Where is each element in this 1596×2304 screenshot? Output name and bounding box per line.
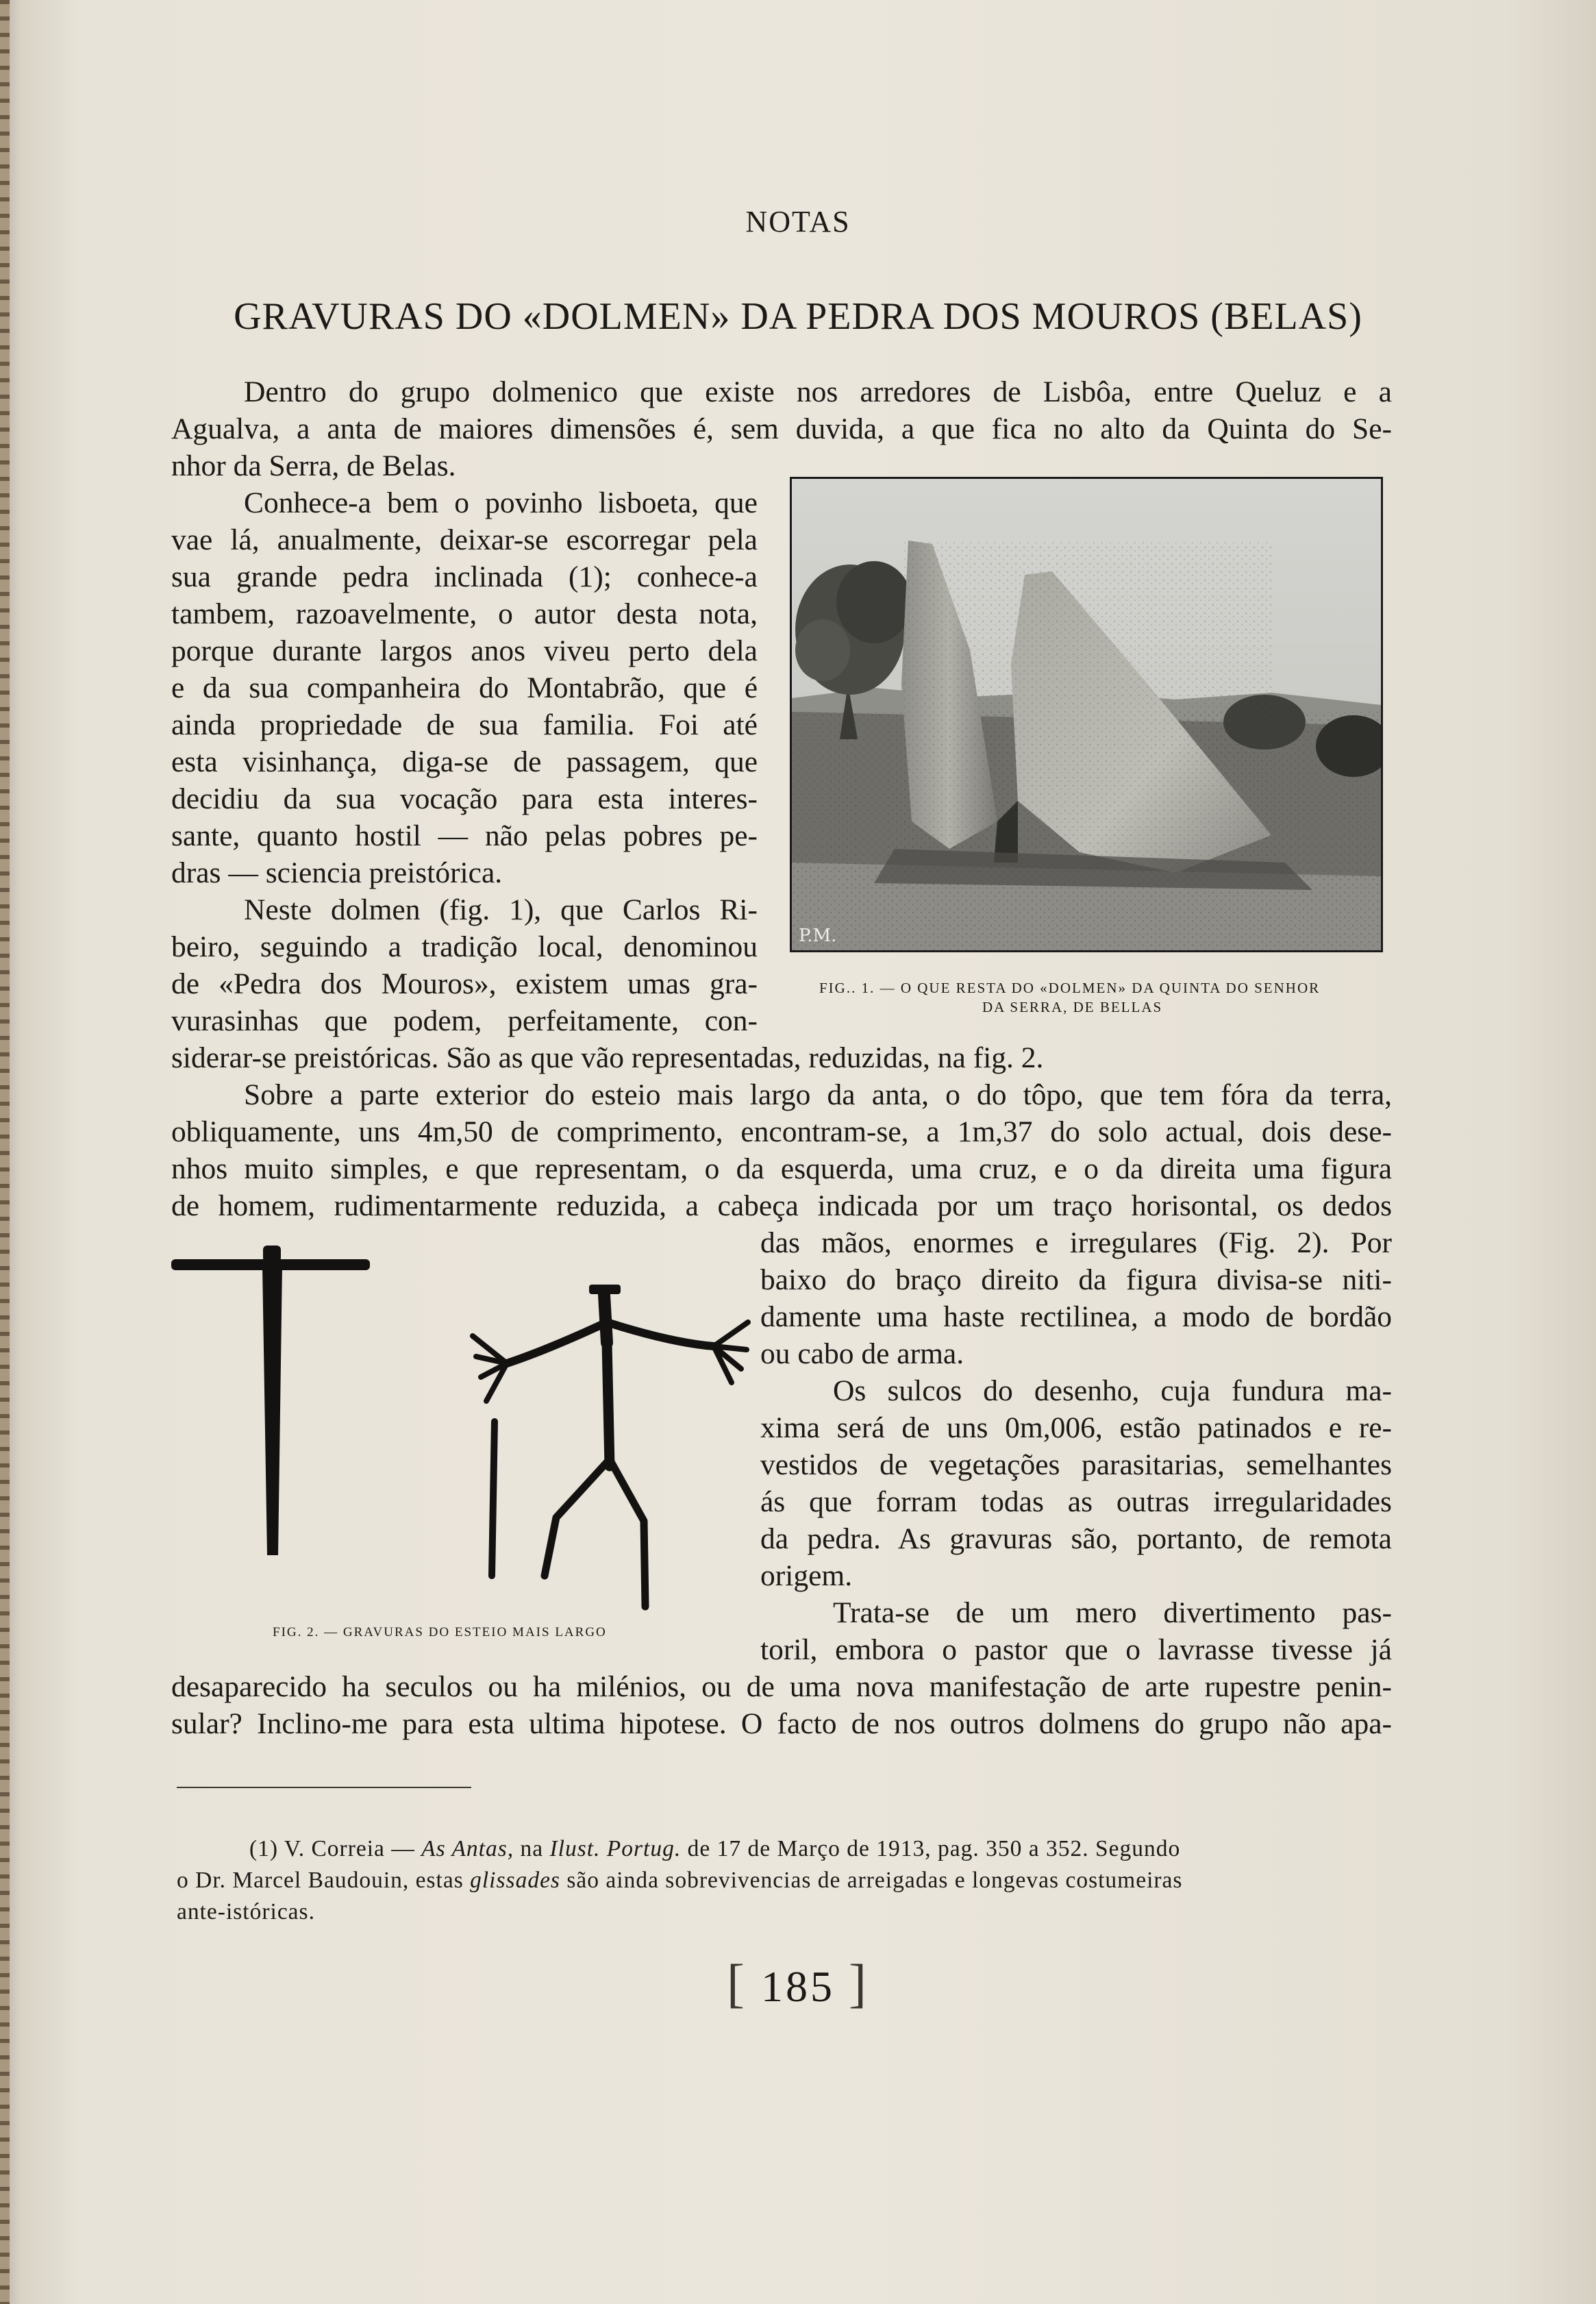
footnote-italic: glissades	[470, 1868, 560, 1893]
footnote-line: ante-istóricas.	[177, 1899, 315, 1924]
body-line: ás que forram todas as outras irregularidades	[760, 1485, 1392, 1518]
cross-engraving	[171, 1246, 370, 1555]
footnote-text: são ainda sobrevivencias de arreigadas e longevas costumeiras	[566, 1868, 1183, 1893]
footnote-journal: Ilust. Portug.	[549, 1836, 682, 1861]
photo-signature: P.M.	[799, 926, 837, 946]
body-line: esta visinhança, diga-se de passagem, que	[171, 745, 758, 778]
footnote-text: o Dr. Marcel Baudouin, estas	[177, 1868, 464, 1893]
body-line: nhos muito simples, e que representam, o da esquerda, uma cruz, e o da direita uma figura	[171, 1152, 1392, 1185]
body-line: toril, embora o pastor que o lavrasse tivesse já	[760, 1633, 1392, 1666]
fig1-caption-line: DA SERRA, DE BELLAS	[982, 999, 1163, 1015]
body-line: de «Pedra dos Mouros», existem umas gra-	[171, 967, 758, 1000]
body-line: porque durante largos anos viveu perto dela	[171, 634, 758, 667]
body-line: siderar-se preistóricas. São as que vão representadas, reduzidas, na fig. 2.	[171, 1041, 1044, 1074]
body-line: sua grande pedra inclinada (1); conhece-a	[171, 560, 758, 593]
footnote-line	[249, 1833, 1180, 1865]
running-head: NOTAS	[745, 205, 851, 238]
body-line: nhor da Serra, de Belas.	[171, 449, 456, 482]
human-figure-engraving	[473, 1285, 748, 1607]
bracket-left: [	[727, 1953, 747, 2013]
body-line: obliquamente, uns 4m,50 de comprimento, encontram-se, a 1m,37 do solo actual, dois dese-	[171, 1115, 1392, 1148]
footnote-rest: de 17 de Março de 1913, pag. 350 a 352. Segundo	[687, 1836, 1181, 1861]
fig1-caption-line: FIG.. 1. — O QUE RESTA DO «DOLMEN» DA QUINTA DO SENHOR	[819, 980, 1321, 996]
body-line: da pedra. As gravuras são, portanto, de remota	[760, 1522, 1392, 1555]
body-line: desaparecido ha seculos ou ha milénios, ou de uma nova manifestação de arte rupestre penin-	[171, 1670, 1392, 1703]
body-line: vestidos de vegetações parasitarias, semelhantes	[760, 1448, 1392, 1481]
body-line: Os sulcos do desenho, cuja fundura ma-	[833, 1374, 1392, 1407]
body-line: Neste dolmen (fig. 1), que Carlos Ri-	[244, 893, 758, 926]
article-title: GRAVURAS DO «DOLMEN» DA PEDRA DOS MOUROS (BELAS)	[234, 295, 1362, 338]
body-line: baixo do braço direito da figura divisa-se niti-	[760, 1263, 1392, 1296]
body-line: ou cabo de arma.	[760, 1337, 964, 1370]
fig2-caption: FIG. 2. — GRAVURAS DO ESTEIO MAIS LARGO	[273, 1625, 607, 1639]
body-line: origem.	[760, 1559, 853, 1592]
body-line: xima será de uns 0m,006, estão patinados e re-	[760, 1411, 1392, 1444]
footnote-author: V. Correia —	[284, 1836, 415, 1861]
footnote-rule	[177, 1787, 471, 1788]
body-line: das mãos, enormes e irregulares (Fig. 2). Por	[760, 1226, 1392, 1259]
body-line: Trata-se de um mero divertimento pas-	[833, 1596, 1392, 1629]
bracket-right: ]	[849, 1953, 869, 2013]
body-line: ainda propriedade de sua familia. Foi até	[171, 708, 758, 741]
footnote-marker: (1)	[249, 1836, 279, 1861]
body-line: Dentro do grupo dolmenico que existe nos arredores de Lisbôa, entre Queluz e a	[244, 375, 1392, 408]
body-line: Conhece-a bem o povinho lisboeta, que	[244, 486, 758, 519]
body-line: tambem, razoavelmente, o autor desta nota,	[171, 597, 758, 630]
page-number	[0, 1953, 1596, 2014]
footnote-line	[177, 1865, 1182, 1896]
footnote-work-title: As Antas,	[421, 1836, 514, 1861]
body-line: damente uma haste rectilinea, a modo de bordão	[760, 1300, 1392, 1333]
engravings-figure	[164, 1233, 753, 1617]
body-line: beiro, seguindo a tradição local, denominou	[171, 930, 758, 963]
dolmen-photograph	[790, 477, 1383, 952]
body-line: dras — sciencia preistórica.	[171, 856, 503, 889]
body-line: de homem, rudimentarmente reduzida, a cabeça indicada por um traço horisontal, os dedos	[171, 1189, 1392, 1222]
body-line: vurasinhas que podem, perfeitamente, con-	[171, 1004, 758, 1037]
body-line: e da sua companheira do Montabrão, que é	[171, 671, 758, 704]
footnote-in: na	[520, 1836, 544, 1861]
body-line: sular? Inclino-me para esta ultima hipotese. O facto de nos outros dolmens do grupo não apa-	[171, 1707, 1392, 1740]
body-line: Sobre a parte exterior do esteio mais largo da anta, o do tôpo, que tem fóra da terra,	[244, 1078, 1392, 1111]
body-line: sante, quanto hostil — não pelas pobres pe-	[171, 819, 758, 852]
body-line: decidiu da sua vocação para esta interes-	[171, 782, 758, 815]
body-line: Agualva, a anta de maiores dimensões é, sem duvida, a que fica no alto da Quinta do Se-	[171, 412, 1392, 445]
page-number-value: 185	[761, 1962, 835, 2011]
body-line: vae lá, anualmente, deixar-se escorregar pela	[171, 523, 758, 556]
